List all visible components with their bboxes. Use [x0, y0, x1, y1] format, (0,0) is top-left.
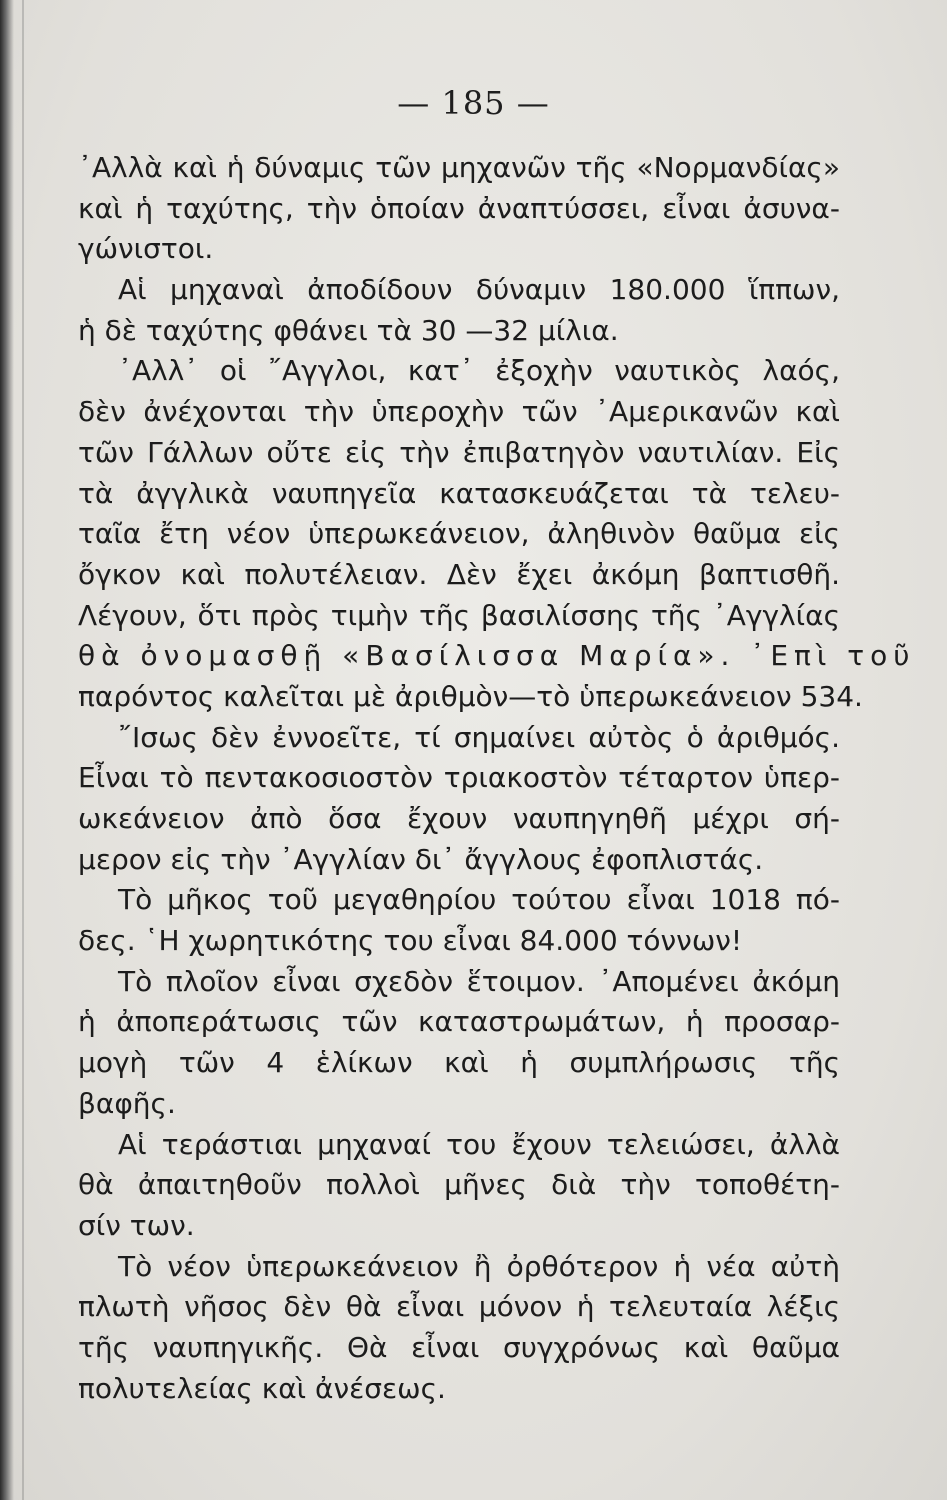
page-left-edge-shadow: [0, 0, 14, 1500]
text-line: μερον εἰς τὴν ᾿Αγγλίαν δι᾿ ἄγγλους ἐφοπλιστάς.: [78, 842, 764, 876]
page-gutter-line: [22, 0, 24, 1500]
text-line: ἡ ἀποπεράτωσις τῶν καταστρωμάτων, ἡ προσαρ-: [78, 1005, 840, 1039]
text-line: θὰ ὀνομασθῇ «Βασίλισσα Μαρία». ᾿Επὶ τοῦ: [78, 639, 916, 673]
text-line: σίν των.: [78, 1208, 195, 1242]
text-line: καὶ ἡ ταχύτης, τὴν ὁποίαν ἀναπτύσσει, εἶναι ἀσυνα-: [78, 191, 840, 225]
text-line: Εἶναι τὸ πεντακοσιοστὸν τριακοστὸν τέταρτον ὑπερ-: [78, 761, 840, 795]
text-line: Τὸ πλοῖον εἶναι σχεδὸν ἕτοιμον. ᾿Απομένει ἀκόμη: [118, 964, 840, 998]
text-line: δὲν ἀνέχονται τὴν ὑπεροχὴν τῶν ᾿Αμερικανῶν καὶ: [78, 395, 840, 429]
text-line: τῶν Γάλλων οὔτε εἰς τὴν ἐπιβατηγὸν ναυτιλίαν. Εἰς: [78, 435, 840, 469]
text-line: Τὸ νέον ὑπερωκεάνειον ἢ ὀρθότερον ἡ νέα αὐτὴ: [118, 1249, 840, 1283]
text-line: ωκεάνειον ἀπὸ ὅσα ἔχουν ναυπηγηθῆ μέχρι σή-: [78, 802, 840, 835]
text-line: ᾿Αλλὰ καὶ ἡ δύναμις τῶν μηχανῶν τῆς «Νορμανδίας»: [78, 151, 840, 184]
text-line: θὰ ἀπαιτηθοῦν πολλοὶ μῆνες διὰ τὴν τοποθέτη-: [78, 1168, 840, 1202]
text-line: ἡ δὲ ταχύτης φθάνει τὰ 30 —32 μίλια.: [78, 313, 619, 347]
text-line: ὄγκον καὶ πολυτέλειαν. Δὲν ἔχει ἀκόμη βαπτισθῆ.: [78, 557, 840, 591]
text-line: τῆς ναυπηγικῆς. Θὰ εἶναι συγχρόνως καὶ θαῦμα: [78, 1330, 840, 1364]
text-line: Αἱ μηχαναὶ ἀποδίδουν δύναμιν 180.000 ἵππων,: [118, 273, 840, 307]
body-text: [78, 148, 916, 1409]
text-line: ταῖα ἔτη νέον ὑπερωκεάνειον, ἀληθινὸν θαῦμα εἰς: [78, 517, 840, 551]
text-line: παρόντος καλεῖται μὲ ἀριθμὸν—τὸ ὑπερωκεάνειον 534.: [78, 679, 863, 713]
page-number: — 185 —: [397, 84, 550, 122]
text-line: πλωτὴ νῆσος δὲν θὰ εἶναι μόνον ἡ τελευταία λέξις: [78, 1290, 840, 1324]
text-line: ᾿Αλλ᾿ οἱ ῎Αγγλοι, κατ᾿ ἐξοχὴν ναυτικὸς λαός,: [118, 354, 840, 388]
text-line: δες. ῾Η χωρητικότης του εἶναι 84.000 τόννων!: [78, 924, 743, 958]
text-line: τὰ ἀγγλικὰ ναυπηγεῖα κατασκευάζεται τὰ τελευ-: [78, 476, 840, 510]
text-line: πολυτελείας καὶ ἀνέσεως.: [78, 1371, 446, 1405]
text-line: Τὸ μῆκος τοῦ μεγαθηρίου τούτου εἶναι 1018 πό-: [118, 883, 840, 917]
text-line: γώνιστοι.: [78, 232, 214, 266]
text-line: ῎Ισως δὲν ἐννοεῖτε, τί σημαίνει αὐτὸς ὁ ἀριθμός.: [118, 720, 840, 754]
text-line: Αἱ τεράστιαι μηχαναί του ἔχουν τελειώσει, ἀλλὰ: [118, 1127, 840, 1161]
text-line: βαφῆς.: [78, 1086, 176, 1120]
text-line: μογὴ τῶν 4 ἑλίκων καὶ ἡ συμπλήρωσις τῆς: [78, 1046, 840, 1080]
text-line: Λέγουν, ὅτι πρὸς τιμὴν τῆς βασιλίσσης τῆς ᾿Αγγλίας: [78, 598, 840, 632]
